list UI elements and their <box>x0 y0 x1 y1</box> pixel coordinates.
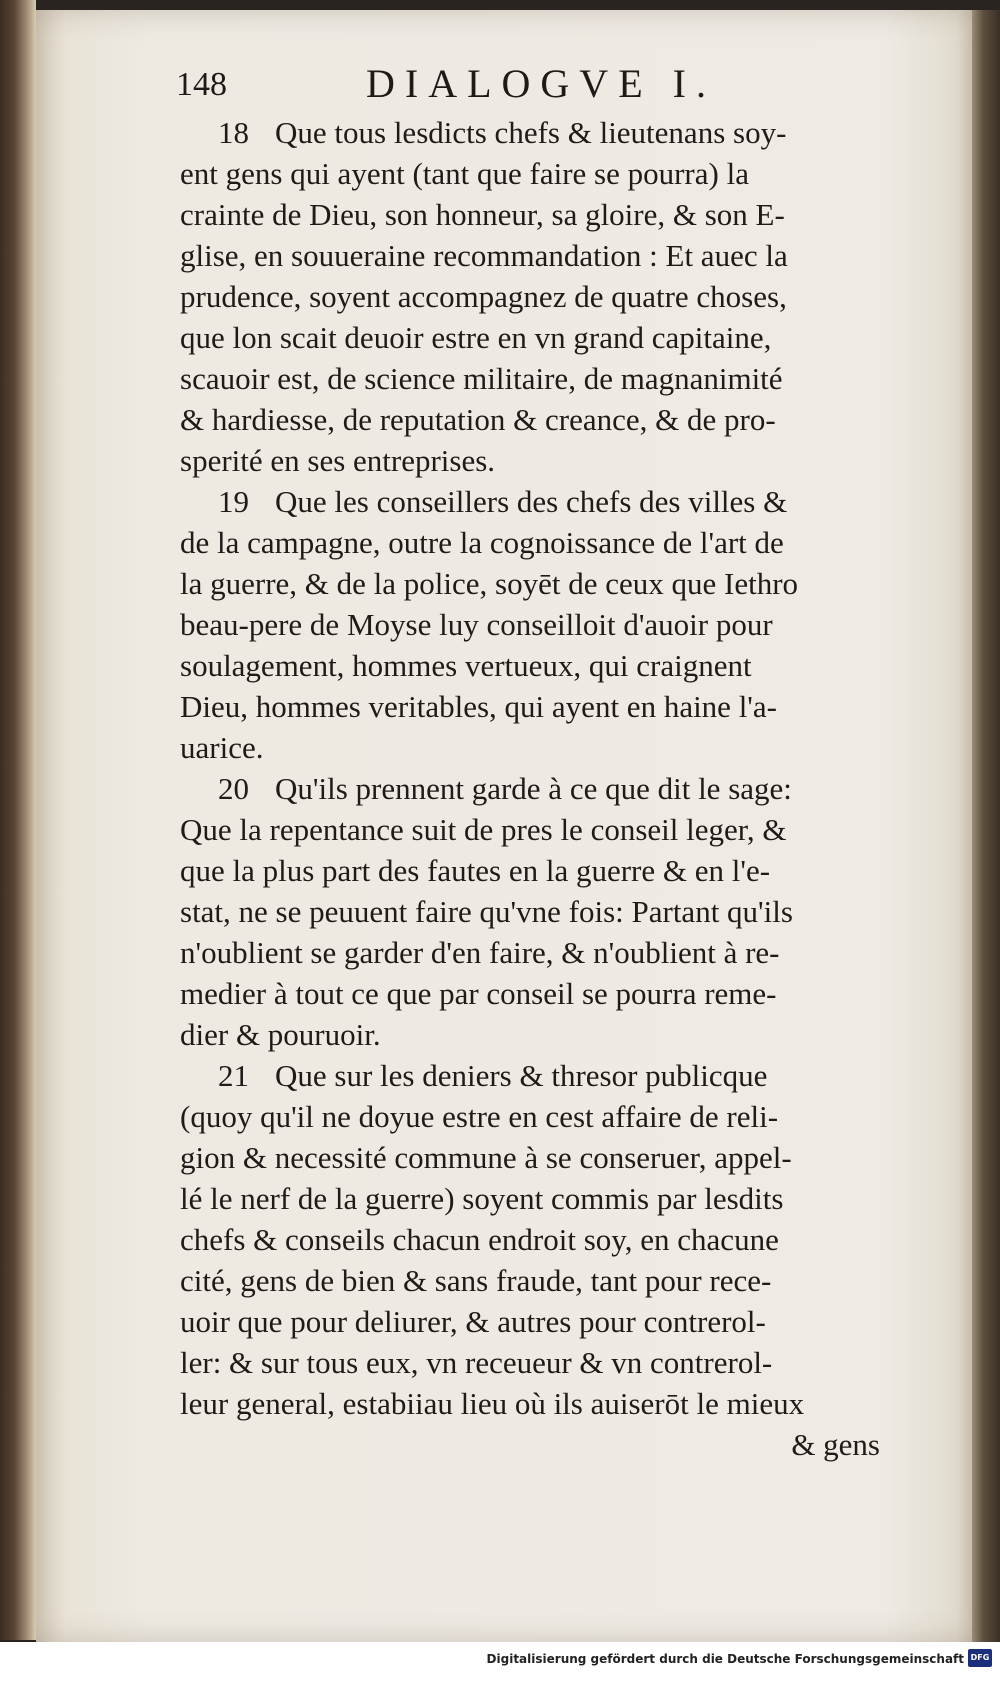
line-text: Qu'ils prennent garde à ce que dit le sage: <box>275 771 792 806</box>
text-line <box>180 809 910 850</box>
page-number: 148 <box>176 66 227 103</box>
text-line <box>180 768 910 809</box>
text-line <box>180 563 910 604</box>
line-text: stat, ne se peuuent faire qu'vne fois: Partant qu'ils <box>180 894 793 929</box>
footer-bar <box>0 1642 1000 1681</box>
article-number: 20 <box>218 771 249 806</box>
line-text: uarice. <box>180 730 264 765</box>
line-text: Dieu, hommes veritables, qui ayent en haine l'a- <box>180 689 777 724</box>
text-line <box>180 645 910 686</box>
line-text: glise, en souueraine recommandation : Et auec la <box>180 238 788 273</box>
line-text: Que tous lesdicts chefs & lieutenans soy- <box>275 115 787 150</box>
line-text: uoir que pour deliurer, & autres pour contrerol- <box>180 1304 766 1339</box>
text-line <box>180 1219 910 1260</box>
text-line <box>180 481 910 522</box>
line-text: n'oublient se garder d'en faire, & n'oublient à re- <box>180 935 780 970</box>
line-text: lé le nerf de la guerre) soyent commis par lesdits <box>180 1181 784 1216</box>
page-edge <box>972 10 1000 1642</box>
line-text: de la campagne, outre la cognoissance de l'art de <box>180 525 784 560</box>
text-line <box>180 891 910 932</box>
line-text: medier à tout ce que par conseil se pourra reme- <box>180 976 777 1011</box>
text-line <box>180 358 910 399</box>
text-line <box>180 1096 910 1137</box>
line-text: que la plus part des fautes en la guerre & en l'e- <box>180 853 771 888</box>
line-text: ler: & sur tous eux, vn receueur & vn contrerol- <box>180 1345 773 1380</box>
line-text: crainte de Dieu, son honneur, sa gloire, & son E- <box>180 197 785 232</box>
text-line <box>180 317 910 358</box>
text-line <box>180 1137 910 1178</box>
text-line <box>180 1055 910 1096</box>
line-text: sperité en ses entreprises. <box>180 443 496 478</box>
line-text: leur general, estabiiau lieu où ils auiserōt le mieux <box>180 1386 805 1421</box>
running-head <box>176 60 946 110</box>
article-number: 19 <box>218 484 249 519</box>
line-text: scauoir est, de science militaire, de magnanimité <box>180 361 783 396</box>
line-text: (quoy qu'il ne doyue estre en cest affaire de reli- <box>180 1099 779 1134</box>
line-text: Que les conseillers des chefs des villes & <box>275 484 788 519</box>
line-text: que lon scait deuoir estre en vn grand capitaine, <box>180 320 772 355</box>
article-number: 18 <box>218 115 249 150</box>
text-line <box>180 399 910 440</box>
text-line <box>180 153 910 194</box>
line-text: Que la repentance suit de pres le conseil leger, & <box>180 812 787 847</box>
book-binding <box>0 0 36 1640</box>
line-text: & hardiesse, de reputation & creance, & de pro- <box>180 402 776 437</box>
line-text: soulagement, hommes vertueux, qui craignent <box>180 648 752 683</box>
text-line <box>180 194 910 235</box>
text-line <box>180 276 910 317</box>
line-text: Que sur les deniers & thresor publicque <box>275 1058 768 1093</box>
text-line <box>180 522 910 563</box>
line-text: ent gens qui ayent (tant que faire se pourra) la <box>180 156 749 191</box>
line-text: cité, gens de bien & sans fraude, tant pour rece- <box>180 1263 772 1298</box>
text-line <box>180 1301 910 1342</box>
article-number: 21 <box>218 1058 249 1093</box>
line-text: gion & necessité commune à se conseruer, appel- <box>180 1140 792 1175</box>
line-text: beau-pere de Moyse luy conseilloit d'auoir pour <box>180 607 773 642</box>
line-text: chefs & conseils chacun endroit soy, en chacune <box>180 1222 779 1257</box>
line-text: prudence, soyent accompagnez de quatre choses, <box>180 279 787 314</box>
body-text <box>180 112 910 1465</box>
text-line <box>180 1342 910 1383</box>
catchword: & gens <box>791 1427 880 1462</box>
text-line <box>180 932 910 973</box>
line-text: dier & pouruoir. <box>180 1017 381 1052</box>
text-line <box>180 973 910 1014</box>
text-line <box>180 112 910 153</box>
text-line <box>180 686 910 727</box>
text-line <box>180 850 910 891</box>
text-line <box>180 727 910 768</box>
text-line <box>180 604 910 645</box>
text-line <box>180 1014 910 1055</box>
text-line <box>180 1383 910 1424</box>
line-text: la guerre, & de la police, soyēt de ceux que Iethro <box>180 566 799 601</box>
text-line <box>180 1178 910 1219</box>
text-line <box>180 1260 910 1301</box>
running-title: DIALOGVE I. <box>366 61 716 106</box>
text-line <box>180 235 910 276</box>
dfg-logo: DFG <box>968 1649 992 1667</box>
digitization-credit: Digitalisierung gefördert durch die Deutsche Forschungsgemeinschaft <box>486 1652 964 1666</box>
text-line <box>180 440 910 481</box>
